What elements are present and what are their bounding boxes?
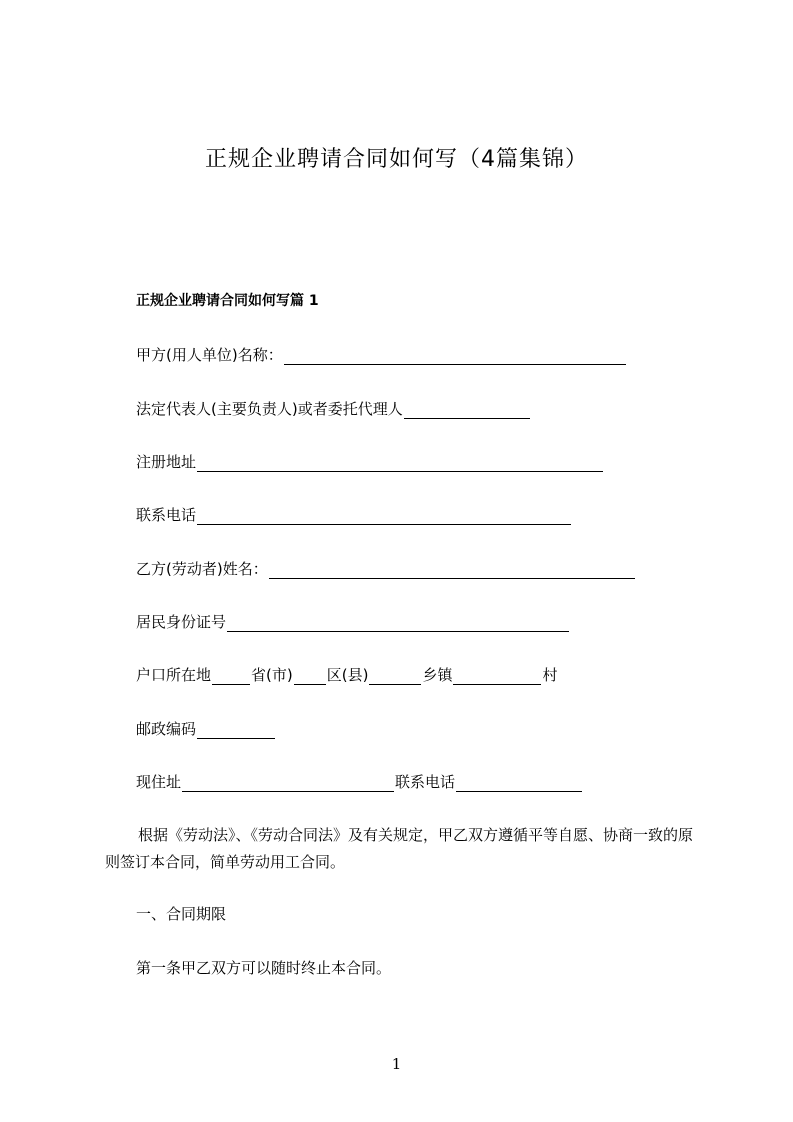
postal-field xyxy=(136,719,276,739)
current-phone-label: 联系电话 xyxy=(395,773,456,791)
party-b-blank xyxy=(269,562,635,579)
phone-label: 联系电话 xyxy=(136,506,197,524)
hukou-field xyxy=(136,665,557,685)
address-blank xyxy=(197,455,603,472)
section-heading: 正规企业聘请合同如何写篇 1 xyxy=(136,293,319,309)
clause-heading-text: 一、合同期限 xyxy=(136,905,227,923)
postal-label: 邮政编码 xyxy=(136,720,197,738)
village-label: 村 xyxy=(542,666,558,684)
hukou-label: 户口所在地 xyxy=(136,666,212,684)
clause-1 xyxy=(136,958,391,978)
party-a-label: 甲方(用人单位)名称： xyxy=(136,346,283,364)
clause-1-text: 第一条甲乙双方可以随时终止本合同。 xyxy=(136,959,392,977)
current-address-blank xyxy=(182,775,394,792)
party-a-field xyxy=(136,345,627,365)
legal-rep-blank xyxy=(404,402,530,419)
phone-field xyxy=(136,505,572,525)
district-blank xyxy=(294,668,326,685)
legal-rep-field xyxy=(136,399,531,419)
address-field xyxy=(136,452,604,472)
province-label: 省(市) xyxy=(251,666,293,684)
current-phone-blank xyxy=(456,775,582,792)
current-address-field xyxy=(136,772,583,792)
id-number-blank xyxy=(227,615,569,632)
clause-heading xyxy=(136,904,226,924)
id-number-field xyxy=(136,612,570,632)
address-label: 注册地址 xyxy=(136,453,197,471)
postal-blank xyxy=(197,722,275,739)
intro-paragraph: 根据《劳动法》、《劳动合同法》及有关规定，甲乙双方遵循平等自愿、协商一致的原则签订本合同，简单劳动用工合同。 xyxy=(105,826,694,871)
page-number: 1 xyxy=(391,1055,402,1073)
party-b-field xyxy=(136,559,636,579)
id-number-label: 居民身份证号 xyxy=(136,613,227,631)
township-blank xyxy=(369,668,421,685)
party-b-label: 乙方(劳动者)姓名： xyxy=(136,560,268,578)
village-blank xyxy=(453,668,541,685)
phone-blank xyxy=(197,508,571,525)
township-label: 乡镇 xyxy=(422,666,453,684)
district-label: 区(县) xyxy=(326,666,369,684)
current-address-label: 现住址 xyxy=(136,773,182,791)
legal-rep-label: 法定代表人(主要负责人)或者委托代理人 xyxy=(136,400,403,418)
province-blank xyxy=(212,668,250,685)
party-a-blank xyxy=(284,348,626,365)
document-title: 正规企业聘请合同如何写（4篇集锦） xyxy=(205,147,588,172)
